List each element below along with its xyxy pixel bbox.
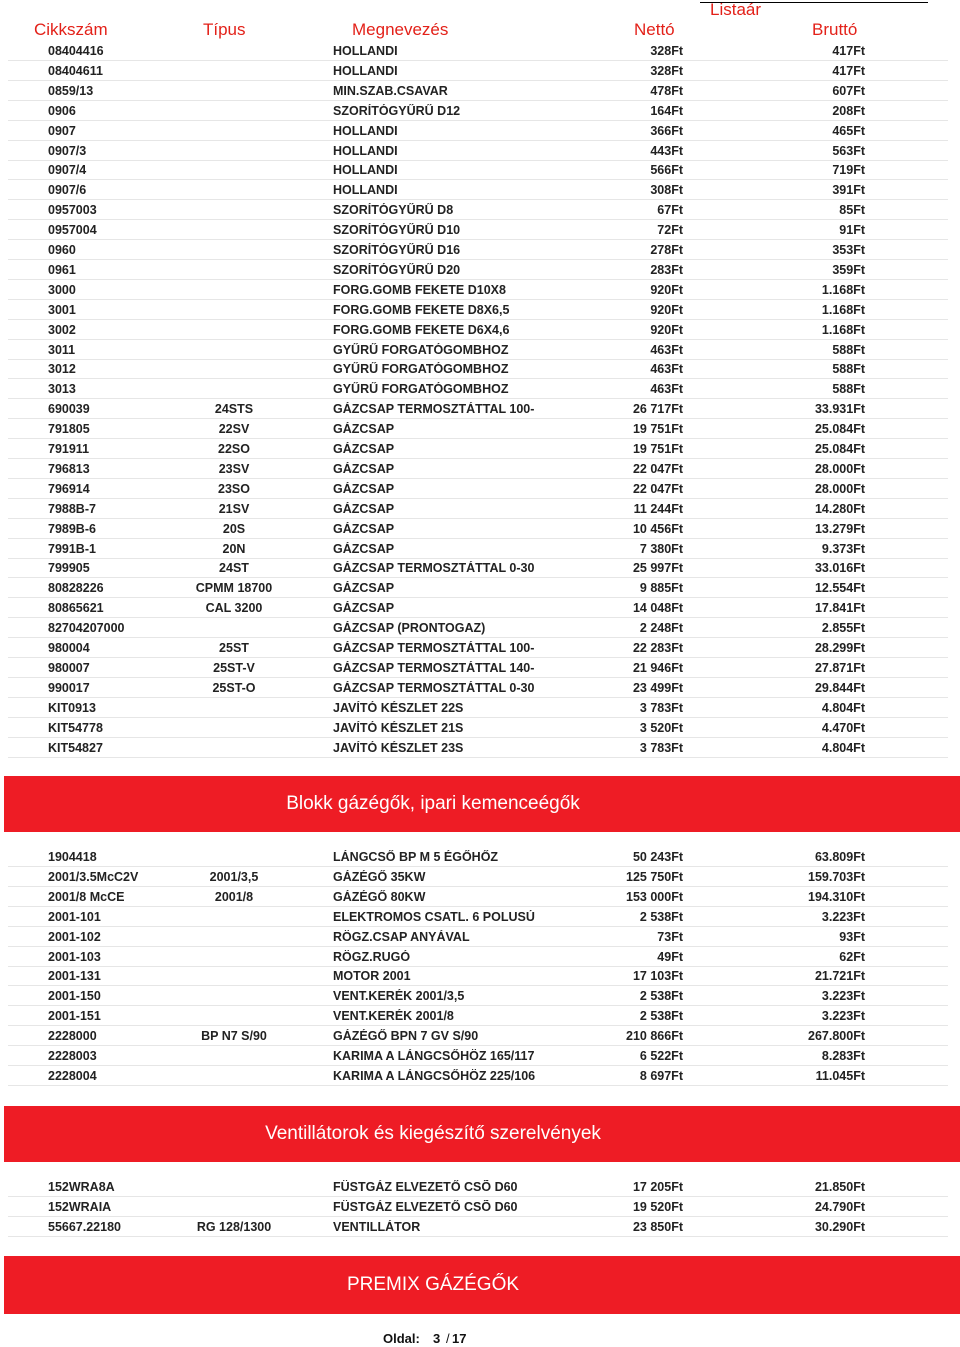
cell-netto: 2 248Ft bbox=[639, 621, 683, 636]
cell-brutto: 194.310Ft bbox=[808, 889, 865, 904]
cell-brutto: 25.084Ft bbox=[814, 442, 865, 456]
table-row bbox=[0, 718, 960, 738]
cell-megnevezes: GÁZÉGŐ 35KW bbox=[333, 869, 426, 884]
table-row bbox=[0, 927, 960, 947]
cell-netto: 22 047Ft bbox=[632, 461, 683, 476]
cell-brutto: 17.841Ft bbox=[814, 601, 865, 616]
cell-netto: 463Ft bbox=[650, 382, 683, 397]
row-divider bbox=[8, 1236, 948, 1237]
cell-brutto: 33.016Ft bbox=[814, 561, 865, 576]
cell-megnevezes: GÁZCSAP TERMOSZTÁTTAL 140- bbox=[333, 660, 535, 675]
cell-megnevezes: GÁZCSAP bbox=[333, 461, 395, 476]
cell-brutto: 3.223Ft bbox=[821, 1009, 865, 1024]
cell-megnevezes: GÁZÉGŐ BPN 7 GV S/90 bbox=[333, 1029, 479, 1044]
cell-netto: 2 538Ft bbox=[639, 1009, 683, 1024]
footer-page-separator: / bbox=[446, 1331, 450, 1346]
cell-netto: 7 380Ft bbox=[639, 541, 683, 556]
cell-cikkszam: 3002 bbox=[48, 322, 76, 337]
cell-netto: 49Ft bbox=[657, 949, 683, 964]
cell-netto: 210 866Ft bbox=[626, 1029, 683, 1044]
cell-brutto: 465Ft bbox=[832, 123, 865, 138]
cell-netto: 3 783Ft bbox=[639, 700, 683, 715]
cell-cikkszam: 980004 bbox=[48, 641, 90, 655]
cell-cikkszam: 0961 bbox=[48, 262, 76, 277]
cell-megnevezes: GÁZCSAP TERMOSZTÁTTAL 100- bbox=[333, 402, 535, 417]
cell-tipus: 24STS bbox=[214, 402, 254, 417]
col-header-brutto: Bruttó bbox=[812, 20, 858, 39]
cell-brutto: 12.554Ft bbox=[814, 581, 865, 596]
table-row bbox=[0, 101, 960, 121]
cell-brutto: 719Ft bbox=[832, 163, 865, 178]
cell-megnevezes: GYŰRŰ FORGATÓGOMBHOZ bbox=[333, 382, 509, 397]
cell-brutto: 588Ft bbox=[832, 362, 865, 377]
table-row bbox=[0, 986, 960, 1006]
section-title: Ventillátorok és kiegészítő szerelvények bbox=[265, 1123, 601, 1144]
footer-page-total: 17 bbox=[452, 1331, 467, 1346]
cell-tipus: RG 128/1300 bbox=[196, 1219, 272, 1234]
section-title: Blokk gázégők, ipari kemenceégők bbox=[286, 793, 580, 814]
table-row bbox=[0, 300, 960, 320]
table-row bbox=[0, 479, 960, 499]
cell-cikkszam: 0907 bbox=[48, 123, 76, 138]
cell-cikkszam: 08404611 bbox=[48, 63, 103, 78]
table-row bbox=[0, 618, 960, 638]
cell-netto: 920Ft bbox=[650, 282, 683, 297]
table-row bbox=[0, 220, 960, 240]
cell-megnevezes: JAVÍTÓ KÉSZLET 23S bbox=[333, 740, 464, 755]
cell-megnevezes: HOLLANDI bbox=[333, 63, 398, 78]
cell-brutto: 353Ft bbox=[832, 243, 865, 257]
cell-megnevezes: HOLLANDI bbox=[333, 44, 398, 58]
cell-tipus: CPMM 18700 bbox=[195, 581, 273, 596]
cell-netto: 17 205Ft bbox=[632, 1180, 683, 1194]
cell-cikkszam: 0960 bbox=[48, 243, 76, 257]
cell-cikkszam: 2001/3.5McC2V bbox=[48, 869, 139, 884]
cell-megnevezes: FORG.GOMB FEKETE D10X8 bbox=[333, 282, 506, 297]
table-row bbox=[0, 947, 960, 967]
cell-brutto: 21.721Ft bbox=[814, 969, 865, 984]
cell-netto: 463Ft bbox=[650, 362, 683, 377]
table-row bbox=[0, 359, 960, 379]
cell-brutto: 8.283Ft bbox=[821, 1049, 865, 1063]
cell-cikkszam: 0859/13 bbox=[48, 83, 94, 98]
cell-netto: 72Ft bbox=[657, 223, 683, 238]
col-header-megnevezes: Megnevezés bbox=[352, 20, 449, 39]
cell-brutto: 29.844Ft bbox=[814, 680, 865, 695]
table-row bbox=[0, 340, 960, 360]
cell-brutto: 13.279Ft bbox=[814, 521, 865, 536]
cell-brutto: 33.931Ft bbox=[814, 402, 865, 417]
table-row bbox=[0, 966, 960, 986]
cell-tipus: BP N7 S/90 bbox=[201, 1029, 267, 1044]
footer-page-number: 3 bbox=[433, 1331, 441, 1346]
cell-brutto: 563Ft bbox=[832, 143, 865, 158]
cell-cikkszam: 2001/8 McCE bbox=[48, 889, 125, 904]
footer-page-label: Oldal: bbox=[383, 1331, 420, 1346]
cell-megnevezes: GYŰRŰ FORGATÓGOMBHOZ bbox=[333, 342, 509, 357]
cell-netto: 366Ft bbox=[650, 123, 683, 138]
cell-cikkszam: 2001-151 bbox=[48, 1009, 101, 1024]
cell-megnevezes: GÁZCSAP bbox=[333, 422, 395, 437]
table-row bbox=[0, 887, 960, 907]
cell-megnevezes: FÜSTGÁZ ELVEZETŐ CSÕ D60 bbox=[333, 1199, 518, 1214]
cell-netto: 50 243Ft bbox=[632, 850, 683, 864]
table-row bbox=[0, 698, 960, 718]
table-row bbox=[0, 847, 960, 867]
cell-netto: 920Ft bbox=[650, 322, 683, 337]
cell-brutto: 607Ft bbox=[832, 83, 865, 98]
col-header-tipus: Típus bbox=[203, 20, 246, 39]
cell-netto: 566Ft bbox=[650, 163, 683, 178]
cell-megnevezes: JAVÍTÓ KÉSZLET 21S bbox=[333, 720, 464, 735]
col-header-netto: Nettó bbox=[634, 20, 675, 39]
cell-brutto: 4.470Ft bbox=[821, 720, 865, 735]
cell-brutto: 28.299Ft bbox=[814, 641, 865, 655]
cell-brutto: 93Ft bbox=[839, 929, 865, 944]
table-row bbox=[0, 1026, 960, 1046]
cell-tipus: 20N bbox=[222, 541, 246, 556]
cell-tipus: 25ST-O bbox=[212, 680, 256, 695]
cell-cikkszam: 2228000 bbox=[48, 1029, 97, 1044]
cell-brutto: 30.290Ft bbox=[814, 1219, 865, 1234]
cell-netto: 21 946Ft bbox=[632, 660, 683, 675]
cell-brutto: 11.045Ft bbox=[815, 1068, 865, 1083]
table-row bbox=[0, 1066, 960, 1086]
cell-cikkszam: 1904418 bbox=[48, 850, 97, 864]
cell-cikkszam: 152WRAIA bbox=[48, 1199, 112, 1214]
col-header-cikkszam: Cikkszám bbox=[34, 20, 108, 39]
cell-megnevezes: ELEKTROMOS CSATL. 6 POLUSÚ bbox=[333, 909, 535, 924]
cell-cikkszam: 690039 bbox=[48, 402, 90, 417]
cell-netto: 25 997Ft bbox=[632, 561, 683, 576]
cell-brutto: 21.850Ft bbox=[814, 1180, 865, 1194]
cell-netto: 22 283Ft bbox=[632, 641, 683, 655]
cell-megnevezes: HOLLANDI bbox=[333, 183, 398, 198]
table-row bbox=[0, 439, 960, 459]
table-row bbox=[0, 379, 960, 399]
cell-brutto: 417Ft bbox=[832, 63, 865, 78]
cell-brutto: 28.000Ft bbox=[814, 481, 865, 496]
cell-megnevezes: GÁZCSAP (PRONTOGAZ) bbox=[333, 621, 486, 636]
cell-cikkszam: 2001-150 bbox=[48, 989, 101, 1004]
cell-cikkszam: 0907/4 bbox=[48, 163, 87, 178]
cell-cikkszam: 2001-131 bbox=[48, 969, 101, 984]
cell-cikkszam: KIT0913 bbox=[48, 700, 96, 715]
cell-cikkszam: 0907/3 bbox=[48, 143, 87, 158]
cell-megnevezes: VENT.KERÉK 2001/8 bbox=[333, 1009, 454, 1024]
cell-tipus: 2001/3,5 bbox=[209, 869, 259, 884]
cell-netto: 443Ft bbox=[650, 143, 683, 158]
cell-megnevezes: KARIMA A LÁNGCSŐHÖZ 225/106 bbox=[333, 1068, 536, 1083]
cell-brutto: 391Ft bbox=[832, 183, 865, 198]
cell-megnevezes: HOLLANDI bbox=[333, 163, 398, 178]
cell-megnevezes: VENT.KERÉK 2001/3,5 bbox=[333, 989, 465, 1004]
table-row bbox=[0, 578, 960, 598]
table-row bbox=[0, 658, 960, 678]
cell-brutto: 208Ft bbox=[832, 103, 865, 118]
cell-brutto: 62Ft bbox=[839, 949, 865, 964]
cell-megnevezes: LÁNGCSŐ BP M 5 ÉGŐHŐZ bbox=[333, 850, 499, 864]
cell-netto: 67Ft bbox=[657, 203, 683, 218]
cell-brutto: 3.223Ft bbox=[821, 989, 865, 1004]
cell-megnevezes: GÁZCSAP bbox=[333, 442, 395, 456]
cell-cikkszam: 2228003 bbox=[48, 1049, 97, 1063]
cell-megnevezes: SZORÍTÓGYŰRŰ D10 bbox=[333, 223, 461, 238]
cell-brutto: 1.168Ft bbox=[821, 322, 865, 337]
cell-megnevezes: MIN.SZAB.CSAVAR bbox=[333, 83, 448, 98]
cell-cikkszam: 7991B-1 bbox=[48, 541, 96, 556]
cell-tipus: 23SO bbox=[218, 481, 250, 496]
header-listaar: Listaár bbox=[710, 0, 762, 19]
cell-netto: 19 520Ft bbox=[632, 1199, 683, 1214]
cell-netto: 153 000Ft bbox=[626, 889, 683, 904]
table-row bbox=[0, 499, 960, 519]
cell-megnevezes: SZORÍTÓGYŰRŰ D16 bbox=[333, 243, 461, 257]
cell-cikkszam: 3012 bbox=[48, 362, 76, 377]
table-row bbox=[0, 1197, 960, 1217]
cell-cikkszam: 2001-101 bbox=[48, 909, 101, 924]
table-row bbox=[0, 141, 960, 161]
cell-cikkszam: 0957004 bbox=[48, 223, 97, 238]
cell-tipus: 23SV bbox=[218, 461, 250, 476]
cell-tipus: 25ST-V bbox=[213, 660, 255, 675]
cell-megnevezes: HOLLANDI bbox=[333, 123, 398, 138]
cell-cikkszam: 990017 bbox=[48, 680, 90, 695]
cell-cikkszam: KIT54827 bbox=[48, 740, 103, 755]
cell-megnevezes: GÁZÉGŐ 80KW bbox=[333, 889, 426, 904]
cell-megnevezes: FORG.GOMB FEKETE D6X4,6 bbox=[333, 322, 510, 337]
cell-brutto: 588Ft bbox=[832, 342, 865, 357]
table-row bbox=[0, 539, 960, 559]
cell-netto: 73Ft bbox=[657, 929, 683, 944]
cell-tipus: CAL 3200 bbox=[205, 601, 263, 616]
cell-brutto: 9.373Ft bbox=[821, 541, 865, 556]
cell-cikkszam: 3013 bbox=[48, 382, 76, 397]
cell-tipus: 24ST bbox=[219, 561, 249, 576]
row-divider bbox=[8, 757, 948, 758]
row-divider bbox=[8, 1085, 948, 1086]
table-row bbox=[0, 280, 960, 300]
cell-netto: 164Ft bbox=[650, 103, 683, 118]
cell-megnevezes: GÁZCSAP TERMOSZTÁTTAL 100- bbox=[333, 641, 535, 655]
cell-megnevezes: HOLLANDI bbox=[333, 143, 398, 158]
cell-cikkszam: 55667.22180 bbox=[48, 1219, 121, 1234]
cell-megnevezes: SZORÍTÓGYŰRŰ D8 bbox=[333, 203, 454, 218]
table-row bbox=[0, 638, 960, 658]
cell-brutto: 4.804Ft bbox=[821, 740, 865, 755]
cell-brutto: 1.168Ft bbox=[821, 282, 865, 297]
cell-megnevezes: GÁZCSAP bbox=[333, 521, 395, 536]
cell-brutto: 2.855Ft bbox=[821, 621, 865, 636]
cell-cikkszam: 791911 bbox=[48, 442, 90, 456]
section-banner-premix bbox=[4, 1256, 960, 1314]
cell-megnevezes: GÁZCSAP TERMOSZTÁTTAL 0-30 bbox=[333, 680, 535, 695]
cell-brutto: 159.703Ft bbox=[808, 869, 865, 884]
cell-netto: 920Ft bbox=[650, 302, 683, 317]
cell-cikkszam: 2001-102 bbox=[48, 929, 101, 944]
table-row bbox=[0, 1046, 960, 1066]
cell-netto: 478Ft bbox=[650, 83, 683, 98]
cell-megnevezes: SZORÍTÓGYŰRŰ D20 bbox=[333, 262, 461, 277]
cell-cikkszam: 796914 bbox=[48, 481, 90, 496]
cell-cikkszam: 3011 bbox=[48, 342, 76, 357]
cell-brutto: 24.790Ft bbox=[814, 1199, 865, 1214]
table-row bbox=[0, 260, 960, 280]
table-row bbox=[0, 180, 960, 200]
table-row bbox=[0, 320, 960, 340]
cell-cikkszam: 152WRA8A bbox=[48, 1180, 115, 1194]
table-row bbox=[0, 678, 960, 698]
cell-cikkszam: 7988B-7 bbox=[48, 501, 96, 516]
cell-netto: 3 520Ft bbox=[639, 720, 683, 735]
cell-brutto: 417Ft bbox=[832, 44, 865, 58]
cell-netto: 26 717Ft bbox=[632, 402, 683, 417]
cell-megnevezes: GÁZCSAP TERMOSZTÁTTAL 0-30 bbox=[333, 561, 535, 576]
cell-netto: 3 783Ft bbox=[639, 740, 683, 755]
cell-megnevezes: JAVÍTÓ KÉSZLET 22S bbox=[333, 700, 464, 715]
cell-cikkszam: 80828226 bbox=[48, 581, 104, 596]
cell-brutto: 63.809Ft bbox=[814, 850, 865, 864]
cell-netto: 8 697Ft bbox=[639, 1068, 683, 1083]
table-row bbox=[0, 200, 960, 220]
cell-megnevezes: GÁZCSAP bbox=[333, 581, 395, 596]
cell-netto: 2 538Ft bbox=[639, 989, 683, 1004]
cell-megnevezes: GYŰRŰ FORGATÓGOMBHOZ bbox=[333, 362, 509, 377]
cell-netto: 23 499Ft bbox=[632, 680, 683, 695]
cell-netto: 23 850Ft bbox=[632, 1219, 683, 1234]
cell-brutto: 28.000Ft bbox=[814, 461, 865, 476]
cell-netto: 308Ft bbox=[650, 183, 683, 198]
cell-tipus: 25ST bbox=[219, 641, 249, 655]
cell-brutto: 91Ft bbox=[839, 223, 865, 238]
cell-brutto: 588Ft bbox=[832, 382, 865, 397]
table-row bbox=[0, 160, 960, 180]
cell-netto: 22 047Ft bbox=[632, 481, 683, 496]
cell-netto: 19 751Ft bbox=[632, 442, 683, 456]
table-row bbox=[0, 419, 960, 439]
table-row bbox=[0, 738, 960, 758]
table-row bbox=[0, 1217, 960, 1237]
table-row bbox=[0, 459, 960, 479]
cell-megnevezes: RÖGZ.CSAP ANYÁVAL bbox=[333, 929, 470, 944]
table-row bbox=[0, 399, 960, 419]
cell-netto: 328Ft bbox=[650, 44, 683, 58]
cell-megnevezes: RÖGZ.RUGÓ bbox=[333, 949, 411, 964]
table-row bbox=[0, 121, 960, 141]
cell-cikkszam: 2228004 bbox=[48, 1068, 97, 1083]
table-row bbox=[0, 867, 960, 887]
cell-netto: 328Ft bbox=[650, 63, 683, 78]
cell-netto: 17 103Ft bbox=[632, 969, 683, 984]
cell-netto: 278Ft bbox=[650, 243, 683, 257]
cell-megnevezes: GÁZCSAP bbox=[333, 501, 395, 516]
table-row bbox=[0, 907, 960, 927]
cell-megnevezes: FORG.GOMB FEKETE D8X6,5 bbox=[333, 302, 510, 317]
cell-brutto: 359Ft bbox=[832, 262, 865, 277]
cell-cikkszam: 791805 bbox=[48, 422, 90, 437]
cell-netto: 10 456Ft bbox=[632, 521, 683, 536]
cell-netto: 6 522Ft bbox=[639, 1049, 683, 1063]
table-row bbox=[0, 61, 960, 81]
cell-cikkszam: 2001-103 bbox=[48, 949, 101, 964]
cell-netto: 19 751Ft bbox=[632, 422, 683, 437]
cell-tipus: 20S bbox=[222, 521, 246, 536]
table-row bbox=[0, 240, 960, 260]
cell-megnevezes: KARIMA A LÁNGCSŐHÖZ 165/117 bbox=[333, 1049, 535, 1063]
cell-megnevezes: VENTILLÁTOR bbox=[333, 1219, 421, 1234]
cell-netto: 11 244Ft bbox=[633, 501, 683, 516]
cell-brutto: 4.804Ft bbox=[821, 700, 865, 715]
cell-cikkszam: 3001 bbox=[48, 302, 76, 317]
cell-netto: 125 750Ft bbox=[626, 869, 683, 884]
cell-netto: 14 048Ft bbox=[632, 601, 683, 616]
table-row bbox=[0, 558, 960, 578]
cell-cikkszam: 82704207000 bbox=[48, 621, 125, 636]
cell-cikkszam: 08404416 bbox=[48, 44, 104, 58]
cell-brutto: 27.871Ft bbox=[814, 660, 865, 675]
cell-netto: 283Ft bbox=[650, 262, 683, 277]
cell-megnevezes: GÁZCSAP bbox=[333, 481, 395, 496]
table-row bbox=[0, 519, 960, 539]
section-banner-blokk-gazegok bbox=[4, 776, 960, 832]
cell-tipus: 22SO bbox=[218, 442, 250, 456]
table-row bbox=[0, 1006, 960, 1026]
cell-netto: 9 885Ft bbox=[639, 581, 683, 596]
cell-megnevezes: GÁZCSAP bbox=[333, 541, 395, 556]
table-row bbox=[0, 1177, 960, 1197]
cell-tipus: 21SV bbox=[218, 501, 250, 516]
cell-brutto: 267.800Ft bbox=[808, 1029, 865, 1044]
table-row bbox=[0, 598, 960, 618]
cell-tipus: 22SV bbox=[218, 422, 250, 437]
cell-netto: 2 538Ft bbox=[639, 909, 683, 924]
cell-cikkszam: 0907/6 bbox=[48, 183, 87, 198]
cell-brutto: 85Ft bbox=[839, 203, 865, 218]
cell-brutto: 25.084Ft bbox=[814, 422, 865, 437]
cell-netto: 463Ft bbox=[650, 342, 683, 357]
table-row bbox=[0, 41, 960, 61]
cell-brutto: 3.223Ft bbox=[821, 909, 865, 924]
cell-cikkszam: 799905 bbox=[48, 561, 90, 576]
cell-cikkszam: 980007 bbox=[48, 660, 90, 675]
table-row bbox=[0, 81, 960, 101]
cell-tipus: 2001/8 bbox=[214, 889, 254, 904]
cell-cikkszam: KIT54778 bbox=[48, 720, 103, 735]
cell-megnevezes: MOTOR 2001 bbox=[333, 969, 411, 984]
cell-cikkszam: 80865621 bbox=[48, 601, 104, 616]
cell-brutto: 14.280Ft bbox=[814, 501, 865, 516]
cell-megnevezes: FÜSTGÁZ ELVEZETŐ CSÕ D60 bbox=[333, 1180, 518, 1194]
cell-cikkszam: 7989B-6 bbox=[48, 521, 96, 536]
cell-megnevezes: GÁZCSAP bbox=[333, 601, 395, 616]
cell-brutto: 1.168Ft bbox=[821, 302, 865, 317]
cell-cikkszam: 3000 bbox=[48, 282, 76, 297]
cell-cikkszam: 796813 bbox=[48, 461, 90, 476]
cell-cikkszam: 0906 bbox=[48, 103, 76, 118]
cell-cikkszam: 0957003 bbox=[48, 203, 97, 218]
section-banner-ventillatorok bbox=[4, 1106, 960, 1162]
section-title: PREMIX GÁZÉGŐK bbox=[346, 1274, 520, 1295]
cell-megnevezes: SZORÍTÓGYŰRŰ D12 bbox=[333, 103, 461, 118]
